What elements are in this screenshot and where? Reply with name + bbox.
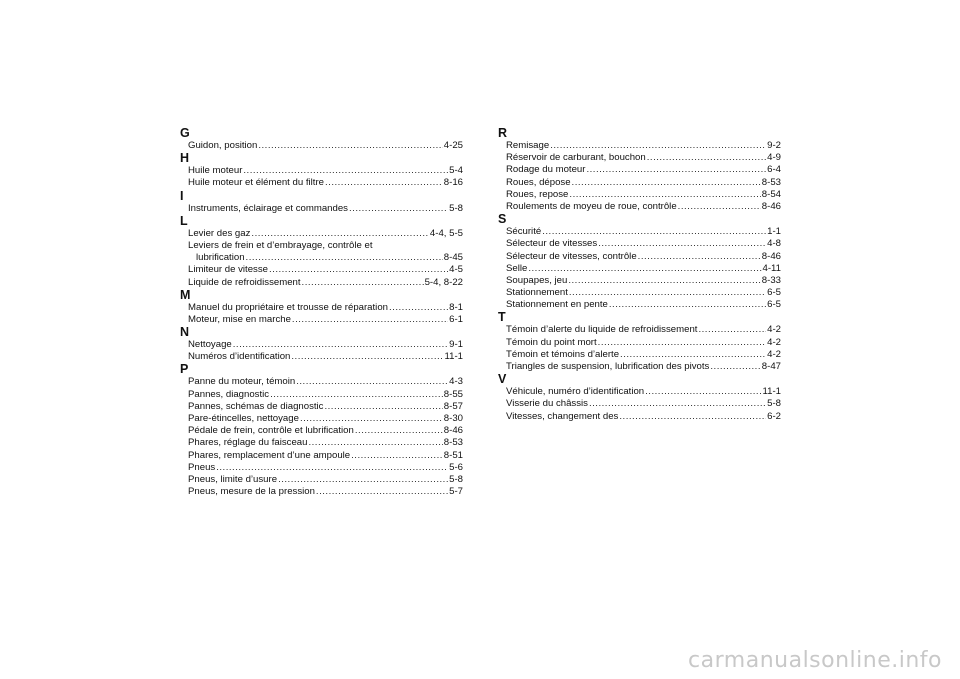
dot-leader — [710, 361, 760, 373]
entry-page: 8-55 — [443, 388, 463, 400]
dot-leader — [572, 177, 761, 189]
index-entry — [188, 177, 463, 189]
entry-text: Pneus — [188, 461, 216, 473]
dot-leader — [269, 264, 448, 276]
index-entry — [506, 361, 781, 373]
dot-leader — [324, 401, 442, 413]
entry-text: Pneus, mesure de la pression — [188, 486, 315, 498]
entry-page: 11-1 — [762, 386, 781, 398]
dot-leader — [598, 337, 766, 349]
dot-leader — [528, 263, 761, 275]
dot-leader — [589, 398, 766, 410]
dot-leader — [258, 140, 442, 152]
dot-leader — [292, 314, 448, 326]
entry-page: 6-5 — [767, 287, 781, 299]
entry-text: Huile moteur — [188, 165, 243, 177]
entry-page: 8-57 — [443, 400, 463, 412]
dot-leader — [638, 251, 761, 263]
index-entry — [188, 450, 463, 462]
entry-text: Numéros d’identification — [188, 351, 291, 363]
index-section — [180, 152, 463, 189]
dot-leader — [645, 386, 761, 398]
index-entry — [506, 238, 781, 250]
index-entry — [188, 401, 463, 413]
dot-leader — [351, 450, 443, 462]
entry-page: 4-5 — [449, 264, 463, 276]
entry-text: Panne du moteur, témoin — [188, 376, 296, 388]
entry-text: Sélecteur de vitesses, contrôle — [506, 250, 637, 262]
entry-text: Moteur, mise en marche — [188, 313, 291, 325]
dot-leader — [300, 413, 443, 425]
index-section — [180, 363, 463, 498]
entry-page: 9-2 — [767, 140, 781, 151]
entry-page: 8-46 — [443, 425, 463, 437]
dot-leader — [216, 462, 448, 474]
entry-page: 6-2 — [767, 410, 781, 422]
entry-text: Pneus, limite d’usure — [188, 473, 278, 485]
index-entry — [188, 277, 463, 289]
index-entry — [188, 240, 463, 252]
index-entry — [188, 413, 463, 425]
entry-text: Selle — [506, 262, 528, 274]
entry-page: 6-1 — [449, 313, 463, 325]
index-column-right — [498, 127, 781, 423]
dot-leader — [568, 275, 760, 287]
index-entry — [506, 164, 781, 176]
entry-page: 8-30 — [443, 413, 463, 424]
index-entry — [188, 140, 463, 152]
entry-page: 11-1 — [444, 351, 463, 363]
index-entry — [506, 324, 781, 336]
entry-text: Phares, remplacement d’une ampoule — [188, 449, 351, 461]
entry-page: 8-46 — [761, 250, 781, 262]
entry-text: Stationnement — [506, 287, 568, 299]
entry-page: 9-1 — [449, 339, 463, 351]
index-section — [498, 127, 781, 213]
index-entry — [188, 462, 463, 474]
entry-text: Témoin d’alerte du liquide de refroidissement — [506, 324, 698, 336]
entry-page: 6-5 — [767, 299, 781, 311]
dot-leader — [246, 252, 443, 264]
index-entry — [188, 437, 463, 449]
index-entry — [506, 275, 781, 287]
index-section — [180, 127, 463, 152]
dot-leader — [647, 152, 766, 164]
entry-text: Témoin et témoins d’alerte — [506, 348, 620, 360]
entry-text: Pare-étincelles, nettoyage — [188, 413, 299, 424]
dot-leader — [251, 228, 429, 240]
dot-leader — [678, 201, 761, 213]
index-entry — [506, 189, 781, 201]
entry-page: 5-4, 8-22 — [424, 276, 463, 288]
index-entry — [506, 337, 781, 349]
entry-page: 8-46 — [761, 200, 781, 212]
entry-text: Pannes, schémas de diagnostic — [188, 400, 324, 412]
index-entry — [188, 203, 463, 215]
entry-text: Réservoir de carburant, bouchon — [506, 152, 646, 164]
index-section — [180, 289, 463, 326]
watermark: carmanualsonline.info — [688, 648, 942, 673]
dot-leader — [233, 339, 448, 351]
entry-page: 4-2 — [767, 348, 781, 360]
index-entry — [506, 299, 781, 311]
index-section — [498, 373, 781, 423]
index-entry — [506, 263, 781, 275]
entry-text: Leviers de frein et d’embrayage, contrôle et — [188, 239, 373, 251]
dot-leader — [349, 203, 448, 215]
entry-text: Liquide de refroidissement — [188, 276, 301, 288]
dot-leader — [698, 324, 766, 336]
section-letter: G — [180, 126, 190, 140]
index-entry — [506, 411, 781, 423]
index-section — [498, 311, 781, 373]
entry-page: 4-2 — [767, 324, 781, 336]
entry-text: Guidon, position — [188, 140, 258, 151]
entry-text: Manuel du propriétaire et trousse de réparation — [188, 301, 388, 313]
section-letter: S — [498, 212, 507, 227]
entry-page: 4-4, 5-5 — [429, 227, 463, 239]
entry-text: Véhicule, numéro d’identification — [506, 386, 645, 398]
entry-page: 8-54 — [761, 188, 781, 200]
entry-text: Visserie du châssis — [506, 398, 588, 410]
section-letter: T — [498, 310, 506, 325]
dot-leader — [291, 351, 443, 363]
entry-page: 8-1 — [449, 301, 463, 313]
index-entry — [506, 349, 781, 361]
section-letter: R — [498, 126, 508, 140]
entry-text: Roulements de moyeu de roue, contrôle — [506, 200, 677, 212]
index-entry — [506, 140, 781, 152]
index-entry — [196, 252, 463, 264]
entry-text: Instruments, éclairage et commandes — [188, 202, 348, 214]
index-section — [180, 215, 463, 289]
entry-page: 4-2 — [767, 336, 781, 348]
entry-text: Phares, réglage du faisceau — [188, 437, 308, 449]
section-letter: N — [180, 325, 190, 340]
index-entry — [188, 314, 463, 326]
dot-leader — [609, 299, 766, 311]
index-entry — [188, 165, 463, 177]
entry-text: Pédale de frein, contrôle et lubrification — [188, 425, 354, 437]
entry-page: 8-53 — [443, 437, 463, 449]
dot-leader — [542, 226, 766, 238]
section-letter: V — [498, 372, 507, 387]
entry-text: Pannes, diagnostic — [188, 388, 270, 400]
index-entry — [506, 177, 781, 189]
index-section — [180, 190, 463, 215]
index-entry — [506, 201, 781, 213]
dot-leader — [296, 376, 448, 388]
entry-text: Remisage — [506, 140, 550, 151]
index-entry — [188, 389, 463, 401]
entry-text: Nettoyage — [188, 339, 232, 351]
index-entry — [506, 251, 781, 263]
entry-page: 5-8 — [767, 398, 781, 410]
index-entry — [188, 302, 463, 314]
entry-page: 5-7 — [449, 486, 463, 498]
dot-leader — [389, 302, 448, 314]
entry-text: lubrification — [196, 252, 245, 264]
index-entry — [506, 398, 781, 410]
entry-page: 8-53 — [761, 176, 781, 188]
dot-leader — [270, 389, 443, 401]
section-letter: I — [180, 188, 184, 203]
dot-leader — [569, 287, 766, 299]
index-entry — [188, 264, 463, 276]
section-letter: L — [180, 213, 188, 228]
entry-page: 4-11 — [762, 262, 781, 274]
dot-leader — [243, 165, 448, 177]
entry-page: 5-8 — [449, 473, 463, 485]
entry-page: 5-8 — [449, 202, 463, 214]
entry-text: Témoin du point mort — [506, 336, 597, 348]
entry-page: 1-1 — [767, 226, 781, 238]
entry-page: 8-45 — [443, 252, 463, 264]
entry-text: Roues, repose — [506, 188, 569, 200]
entry-text: Triangles de suspension, lubrification des pivots — [506, 361, 710, 372]
entry-page: 8-16 — [443, 177, 463, 189]
entry-page: 8-33 — [761, 274, 781, 286]
dot-leader — [308, 437, 442, 449]
entry-page: 4-9 — [767, 152, 781, 164]
dot-leader — [586, 164, 766, 176]
entry-text: Sélecteur de vitesses — [506, 238, 598, 250]
entry-text: Levier des gaz — [188, 227, 251, 239]
index-entry — [188, 228, 463, 240]
entry-page: 8-47 — [761, 361, 781, 372]
dot-leader — [278, 474, 448, 486]
dot-leader — [619, 411, 766, 423]
index-entry — [188, 351, 463, 363]
index-entry — [506, 287, 781, 299]
index-entry — [506, 152, 781, 164]
entry-text: Limiteur de vitesse — [188, 264, 268, 276]
index-entry — [188, 474, 463, 486]
entry-text: Roues, dépose — [506, 176, 571, 188]
index-entry — [188, 376, 463, 388]
index-entry — [506, 386, 781, 398]
index-column-left — [180, 127, 463, 498]
entry-text: Rodage du moteur — [506, 164, 586, 176]
entry-text: Soupapes, jeu — [506, 274, 568, 286]
dot-leader — [569, 189, 760, 201]
section-letter: M — [180, 287, 191, 302]
index-entry — [188, 339, 463, 351]
entry-page: 4-8 — [767, 238, 781, 250]
section-letter: H — [180, 151, 190, 166]
dot-leader — [620, 349, 766, 361]
entry-page: 4-25 — [443, 140, 463, 151]
index-section — [498, 213, 781, 311]
entry-page: 4-3 — [449, 376, 463, 388]
dot-leader — [355, 425, 443, 437]
entry-page: 5-6 — [449, 461, 463, 473]
entry-page: 6-4 — [767, 164, 781, 176]
index-entry — [188, 486, 463, 498]
dot-leader — [550, 140, 766, 152]
entry-text: Sécurité — [506, 226, 542, 238]
entry-page: 8-51 — [443, 449, 463, 461]
section-letter: P — [180, 362, 189, 377]
dot-leader — [316, 486, 448, 498]
entry-page: 5-4 — [449, 165, 463, 177]
entry-text: Huile moteur et élément du filtre — [188, 177, 324, 189]
dot-leader — [302, 277, 424, 289]
index-entry — [188, 425, 463, 437]
dot-leader — [598, 238, 766, 250]
entry-text: Stationnement en pente — [506, 299, 608, 311]
dot-leader — [325, 177, 443, 189]
index-section — [180, 326, 463, 363]
entry-text: Vitesses, changement des — [506, 410, 619, 422]
index-entry — [506, 226, 781, 238]
